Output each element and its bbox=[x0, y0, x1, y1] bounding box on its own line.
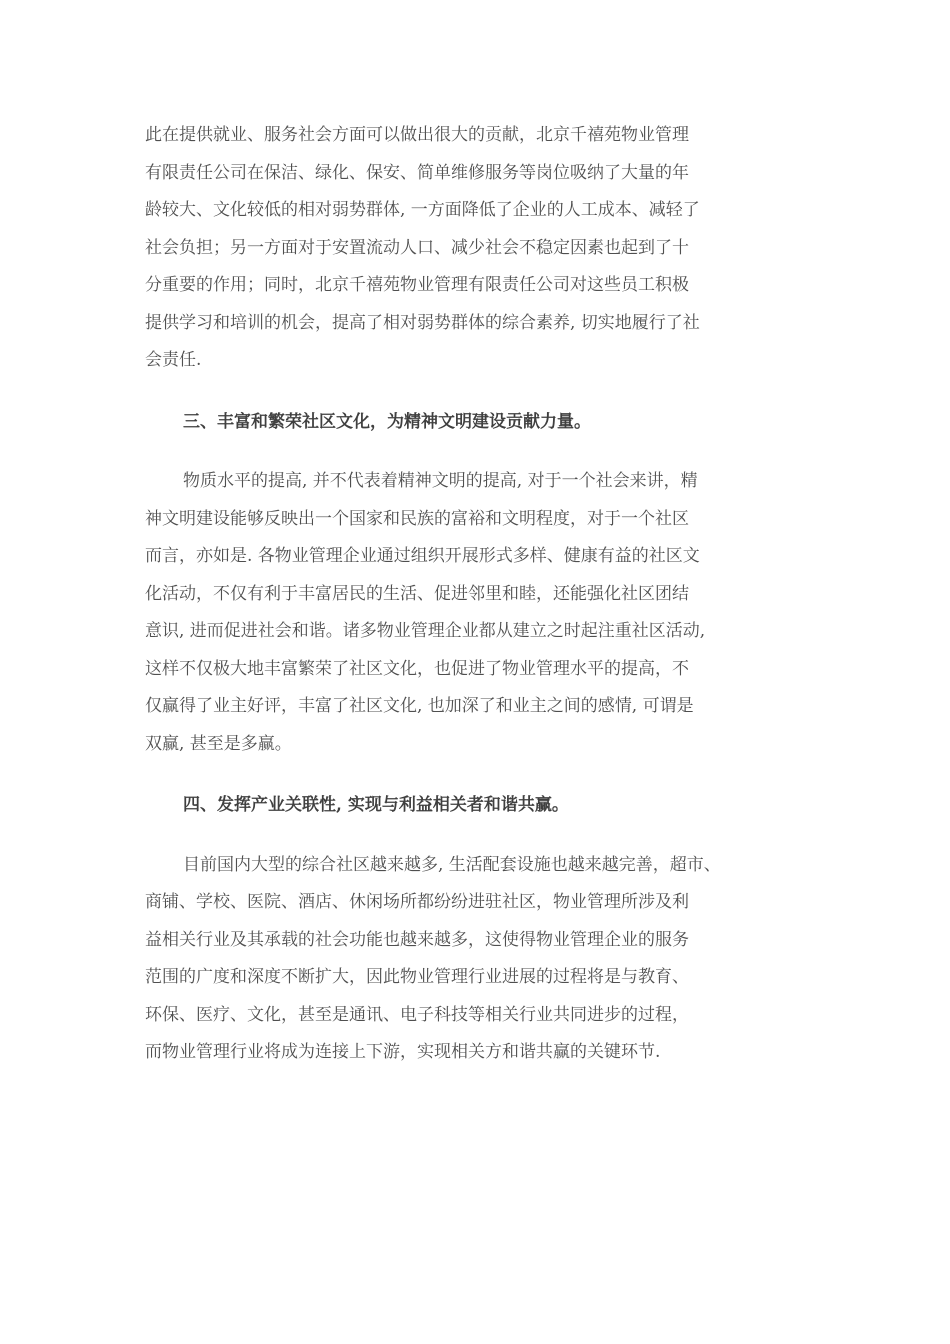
section-heading-3: 三、丰富和繁荣社区文化，为精神文明建设贡献力量。 bbox=[183, 411, 591, 432]
text-line: 龄较大、文化较低的相对弱势群体, 一方面降低了企业的人工成本、减轻了 bbox=[145, 200, 700, 220]
text-line: 范围的广度和深度不断扩大，因此物业管理行业进展的过程将是与教育、 bbox=[145, 967, 689, 987]
paragraph-community-culture bbox=[145, 463, 820, 763]
text-line: 益相关行业及其承载的社会功能也越来越多，这使得物业管理企业的服务 bbox=[145, 929, 689, 950]
text-line: 环保、医疗、文化，甚至是通讯、电子科技等相关行业共同进步的过程， bbox=[145, 1004, 689, 1025]
text-line: 仅赢得了业主好评，丰富了社区文化, 也加深了和业主之间的感情, 可谓是 bbox=[145, 696, 694, 716]
text-line: 提供学习和培训的机会，提高了相对弱势群体的综合素养, 切实地履行了社 bbox=[145, 312, 700, 333]
text-line: 此在提供就业、服务社会方面可以做出很大的贡献，北京千禧苑物业管理 bbox=[145, 125, 689, 145]
paragraph-employment bbox=[145, 117, 820, 380]
text-line: 物质水平的提高, 并不代表着精神文明的提高, 对于一个社会来讲，精 bbox=[183, 471, 698, 491]
text-line: 会责任. bbox=[145, 350, 202, 370]
text-line: 有限责任公司在保洁、绿化、保安、简单维修服务等岗位吸纳了大量的年 bbox=[145, 162, 689, 183]
text-line: 目前国内大型的综合社区越来越多, 生活配套设施也越来越完善，超市、 bbox=[183, 854, 721, 875]
text-line: 这样不仅极大地丰富繁荣了社区文化，也促进了物业管理水平的提高，不 bbox=[145, 658, 689, 679]
text-line: 双赢, 甚至是多赢。 bbox=[145, 733, 292, 754]
text-line: 而言，亦如是. 各物业管理企业通过组织开展形式多样、健康有益的社区文 bbox=[145, 546, 700, 566]
document-body bbox=[145, 117, 820, 1096]
text-line: 意识, 进而促进社会和谐。诸多物业管理企业都从建立之时起注重社区活动, bbox=[145, 621, 706, 641]
section-heading-4: 四、发挥产业关联性, 实现与利益相关者和谐共赢。 bbox=[183, 795, 569, 815]
paragraph-industry-linkage bbox=[145, 847, 820, 1072]
text-line: 化活动，不仅有利于丰富居民的生活、促进邻里和睦，还能强化社区团结 bbox=[145, 583, 689, 604]
text-line: 分重要的作用；同时，北京千禧苑物业管理有限责任公司对这些员工积极 bbox=[145, 275, 689, 295]
text-line: 而物业管理行业将成为连接上下游，实现相关方和谐共赢的关键环节. bbox=[145, 1042, 661, 1062]
text-line: 商铺、学校、医院、酒店、休闲场所都纷纷进驻社区，物业管理所涉及利 bbox=[145, 892, 689, 912]
text-line: 社会负担；另一方面对于安置流动人口、减少社会不稳定因素也起到了十 bbox=[145, 237, 689, 258]
text-line: 神文明建设能够反映出一个国家和民族的富裕和文明程度，对于一个社区 bbox=[145, 508, 689, 529]
